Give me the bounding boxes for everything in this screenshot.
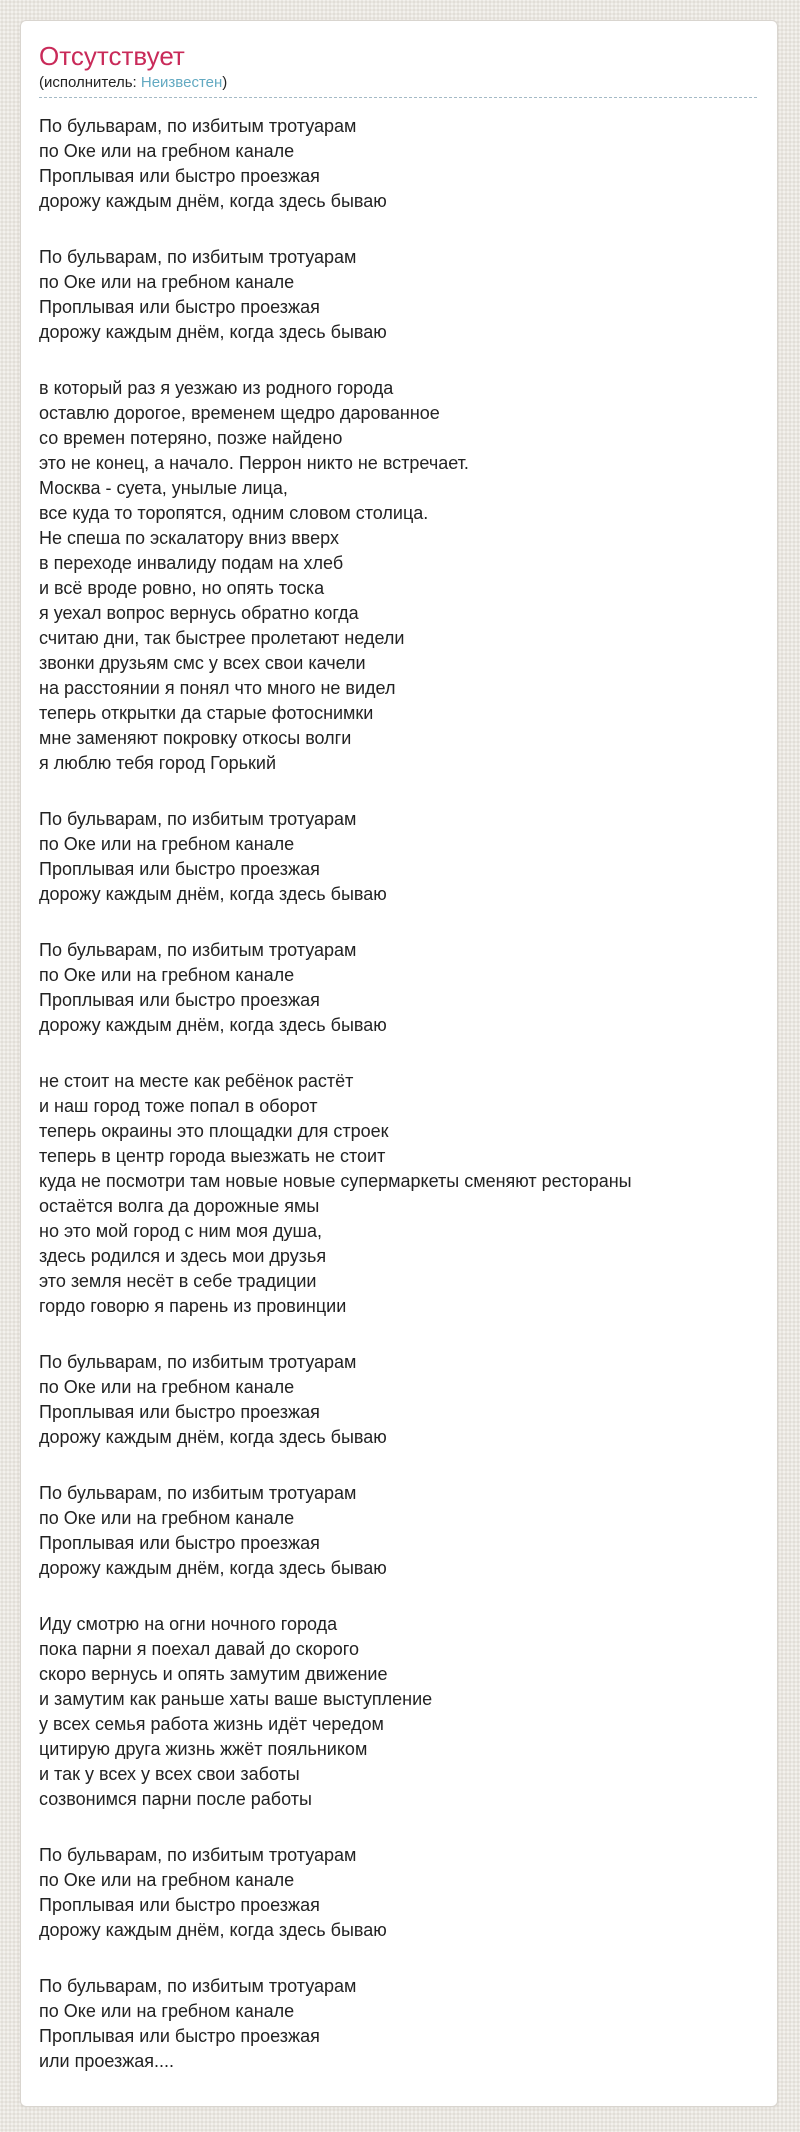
- lyric-line: Проплывая или быстро проезжая: [39, 297, 320, 317]
- lyrics-text: [39, 114, 757, 2074]
- lyric-line: но это мой город с ним моя душа,: [39, 1221, 323, 1241]
- song-title: Отсутствует: [39, 41, 185, 71]
- stanza: [39, 1612, 757, 1812]
- lyric-line: Иду смотрю на огни ночного города: [39, 1614, 338, 1634]
- lyric-line: дорожу каждым днём, когда здесь бываю: [39, 1558, 387, 1578]
- lyric-line: это не конец, а начало. Перрон никто не встречает.: [39, 453, 469, 473]
- lyric-line: цитирую друга жизнь жжёт пояльником: [39, 1739, 368, 1759]
- lyric-line: и замутим как раньше хаты ваше выступление: [39, 1689, 433, 1709]
- lyric-line: по Оке или на гребном канале: [39, 965, 295, 985]
- lyric-line: По бульварам, по избитым тротуарам: [39, 1976, 357, 1996]
- lyric-line: по Оке или на гребном канале: [39, 141, 295, 161]
- artist-link[interactable]: Неизвестен: [140, 74, 223, 91]
- lyric-line: Проплывая или быстро проезжая: [39, 1402, 320, 1422]
- stanza: [39, 807, 757, 907]
- lyric-line: пока парни я поехал давай до скорого: [39, 1639, 359, 1659]
- lyric-line: считаю дни, так быстрее пролетают недели: [39, 628, 405, 648]
- stanza: [39, 1481, 757, 1581]
- lyric-line: это земля несёт в себе традиции: [39, 1271, 317, 1291]
- stanza: [39, 938, 757, 1038]
- lyric-line: Проплывая или быстро проезжая: [39, 1533, 320, 1553]
- stanza: [39, 1974, 757, 2074]
- lyric-line: По бульварам, по избитым тротуарам: [39, 940, 357, 960]
- lyric-line: скоро вернусь и опять замутим движение: [39, 1664, 388, 1684]
- lyric-line: дорожу каждым днём, когда здесь бываю: [39, 1015, 387, 1035]
- page-background: [0, 20, 800, 2132]
- stanza: [39, 245, 757, 345]
- lyric-line: и наш город тоже попал в оборот: [39, 1096, 318, 1116]
- lyric-line: я уехал вопрос вернусь обратно когда: [39, 603, 359, 623]
- stanza: [39, 376, 757, 776]
- lyric-line: По бульварам, по избитым тротуарам: [39, 1483, 357, 1503]
- lyric-line: По бульварам, по избитым тротуарам: [39, 809, 357, 829]
- stanza: [39, 1069, 757, 1319]
- lyric-line: здесь родился и здесь мои друзья: [39, 1246, 327, 1266]
- lyric-line: гордо говорю я парень из провинции: [39, 1296, 347, 1316]
- lyric-line: я люблю тебя город Горький: [39, 753, 277, 773]
- artist-line: [39, 73, 757, 92]
- lyric-line: у всех семья работа жизнь идёт чередом: [39, 1714, 384, 1734]
- lyric-line: Проплывая или быстро проезжая: [39, 859, 320, 879]
- lyric-line: теперь в центр города выезжать не стоит: [39, 1146, 386, 1166]
- lyric-line: Проплывая или быстро проезжая: [39, 2026, 320, 2046]
- lyric-line: Проплывая или быстро проезжая: [39, 166, 320, 186]
- lyric-line: дорожу каждым днём, когда здесь бываю: [39, 1427, 387, 1447]
- lyric-line: и так у всех у всех свои заботы: [39, 1764, 300, 1784]
- lyric-line: Проплывая или быстро проезжая: [39, 1895, 320, 1915]
- lyric-line: в который раз я уезжаю из родного города: [39, 378, 394, 398]
- lyric-line: по Оке или на гребном канале: [39, 1377, 295, 1397]
- lyric-line: в переходе инвалиду подам на хлеб: [39, 553, 344, 573]
- lyric-line: по Оке или на гребном канале: [39, 272, 295, 292]
- lyric-line: По бульварам, по избитым тротуарам: [39, 1352, 357, 1372]
- lyric-line: остаётся волга да дорожные ямы: [39, 1196, 320, 1216]
- song-header: [39, 41, 757, 98]
- lyric-line: дорожу каждым днём, когда здесь бываю: [39, 884, 387, 904]
- lyric-line: По бульварам, по избитым тротуарам: [39, 1845, 357, 1865]
- lyric-line: По бульварам, по избитым тротуарам: [39, 247, 357, 267]
- lyric-line: со времен потеряно, позже найдено: [39, 428, 343, 448]
- lyric-line: по Оке или на гребном канале: [39, 1870, 295, 1890]
- artist-label-suffix: ): [222, 74, 228, 91]
- lyric-line: по Оке или на гребном канале: [39, 2001, 295, 2021]
- stanza: [39, 1843, 757, 1943]
- lyric-line: созвонимся парни после работы: [39, 1789, 312, 1809]
- lyric-line: и всё вроде ровно, но опять тоска: [39, 578, 325, 598]
- lyric-line: или проезжая....: [39, 2051, 175, 2071]
- lyric-line: на расстоянии я понял что много не видел: [39, 678, 396, 698]
- lyric-line: не стоит на месте как ребёнок растёт: [39, 1071, 354, 1091]
- lyric-line: По бульварам, по избитым тротуарам: [39, 116, 357, 136]
- lyric-line: звонки друзьям смс у всех свои качели: [39, 653, 366, 673]
- lyric-line: по Оке или на гребном канале: [39, 1508, 295, 1528]
- lyric-line: теперь открытки да старые фотоснимки: [39, 703, 374, 723]
- lyric-line: Москва - суета, унылые лица,: [39, 478, 288, 498]
- lyric-line: куда не посмотри там новые новые супермаркеты сменяют рестораны: [39, 1171, 632, 1191]
- lyric-line: дорожу каждым днём, когда здесь бываю: [39, 191, 387, 211]
- lyric-line: все куда то торопятся, одним словом столица.: [39, 503, 429, 523]
- lyric-line: по Оке или на гребном канале: [39, 834, 295, 854]
- lyric-line: Не спеша по эскалатору вниз вверх: [39, 528, 339, 548]
- stanza: [39, 1350, 757, 1450]
- lyrics-card: [20, 20, 778, 2107]
- lyric-line: дорожу каждым днём, когда здесь бываю: [39, 1920, 387, 1940]
- lyric-line: мне заменяют покровку откосы волги: [39, 728, 352, 748]
- stanza: [39, 114, 757, 214]
- artist-label-prefix: (исполнитель:: [39, 74, 141, 91]
- lyric-line: оставлю дорогое, временем щедро дарованное: [39, 403, 440, 423]
- lyric-line: Проплывая или быстро проезжая: [39, 990, 320, 1010]
- lyric-line: теперь окраины это площадки для строек: [39, 1121, 389, 1141]
- lyric-line: дорожу каждым днём, когда здесь бываю: [39, 322, 387, 342]
